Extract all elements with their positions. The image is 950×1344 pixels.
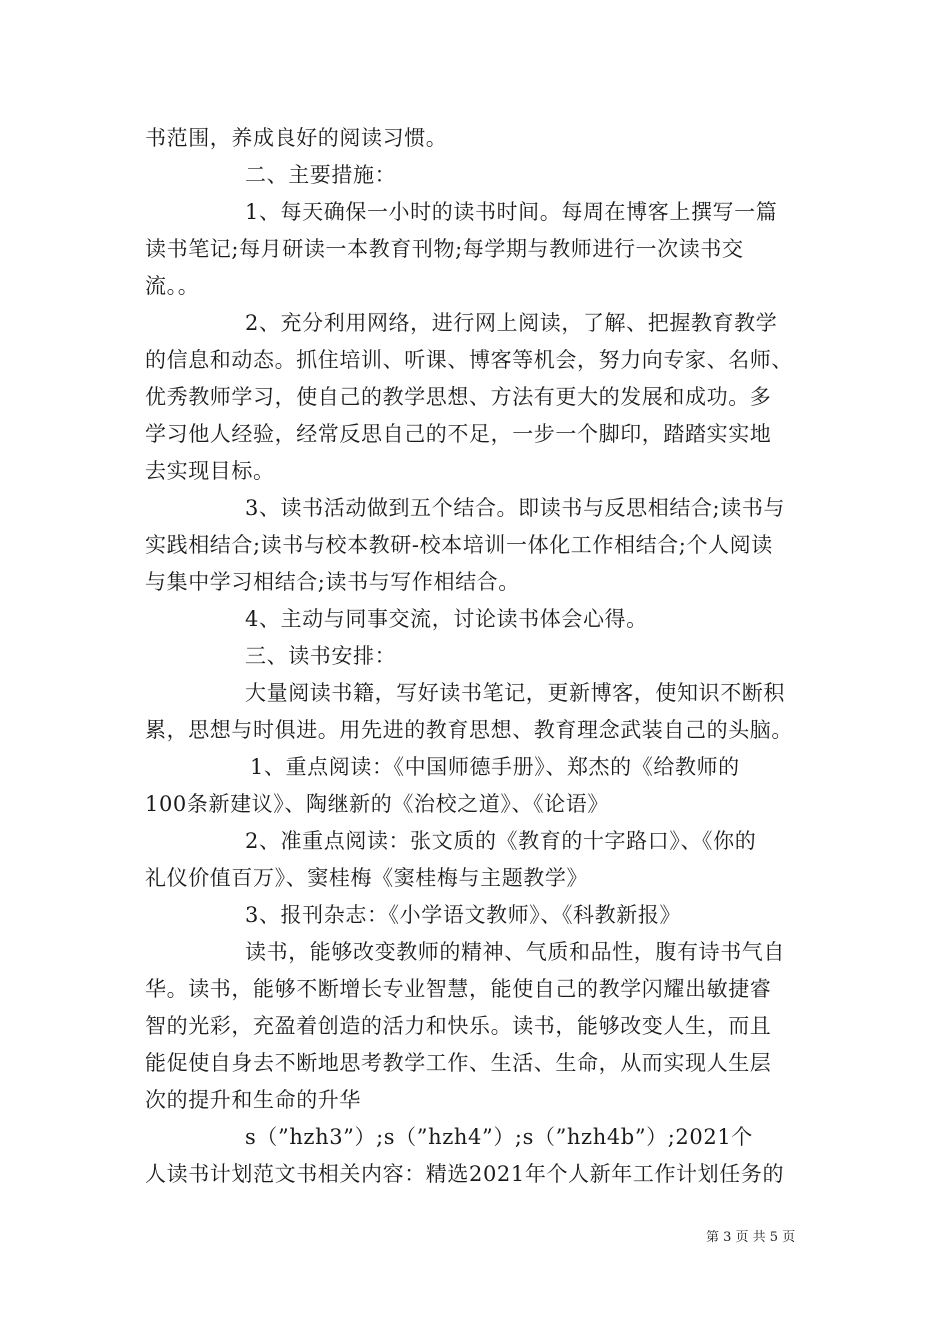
text-line: 1、重点阅读：《中国师德手册》、郑杰的《给教师的 [250,755,740,779]
text-line: 3、报刊杂志：《小学语文教师》、《科教新报》 [245,903,682,927]
text-line: 礼仪价值百万》、窦桂梅《窦桂梅与主题教学》 [145,866,589,890]
text-line: 书范围，养成良好的阅读习惯。 [145,126,448,150]
text-line: 学习他人经验，经常反思自己的不足，一步一个脚印，踏踏实实地 [145,422,772,446]
text-line: 实践相结合;读书与校本教研-校本培训一体化工作相结合;个人阅读 [145,533,773,557]
text-line: 次的提升和生命的升华 [145,1088,361,1112]
text-line: 100条新建议》、陶继新的《治校之道》、《论语》 [145,792,609,816]
text-line: 与集中学习相结合;读书与写作相结合。 [145,570,520,594]
text-line: 的信息和动态。抓住培训、听课、博客等机会，努力向专家、名师、 [145,348,793,372]
text-line: 读书笔记;每月研读一本教育刊物;每学期与教师进行一次读书交 [145,237,744,261]
text-line: 智的光彩，充盈着创造的活力和快乐。读书，能够改变人生，而且 [145,1014,772,1038]
text-line: 大量阅读书籍，写好读书笔记，更新博客，使知识不断积 [245,681,785,705]
text-line: 2、充分利用网络，进行网上阅读，了解、把握教育教学 [245,311,778,335]
text-line: 人读书计划范文书相关内容：精选2021年个人新年工作计划任务的 [145,1162,785,1186]
text-line: 读书，能够改变教师的精神、气质和品性，腹有诗书气自 [245,940,785,964]
text-line: s（”hzh3”）;s（”hzh4”）;s（”hzh4b”）;2021个 [245,1125,753,1149]
text-line: 流。。 [145,274,200,298]
text-line: 累，思想与时俱进。用先进的教育思想、教育理念武装自己的头脑。 [145,718,793,742]
section-heading: 三、读书安排： [245,644,397,668]
text-line: 去实现目标。 [145,459,275,483]
text-line: 3、读书活动做到五个结合。即读书与反思相结合;读书与 [245,496,786,520]
text-line: 优秀教师学习，使自己的教学思想、方法有更大的发展和成功。多 [145,385,772,409]
text-line: 华。读书，能够不断增长专业智慧，能使自己的教学闪耀出敏捷睿 [145,977,772,1001]
text-line: 能促使自身去不断地思考教学工作、生活、生命，从而实现人生层 [145,1051,772,1075]
section-heading: 二、主要措施： [245,163,397,187]
text-line: 2、准重点阅读：张文质的《教育的十字路口》、《你的 [245,829,757,853]
text-line: 4、主动与同事交流，讨论读书体会心得。 [245,607,648,631]
text-line: 1、每天确保一小时的读书时间。每周在博客上撰写一篇 [245,200,778,224]
page-number: 第 3 页 共 5 页 [706,1230,796,1245]
